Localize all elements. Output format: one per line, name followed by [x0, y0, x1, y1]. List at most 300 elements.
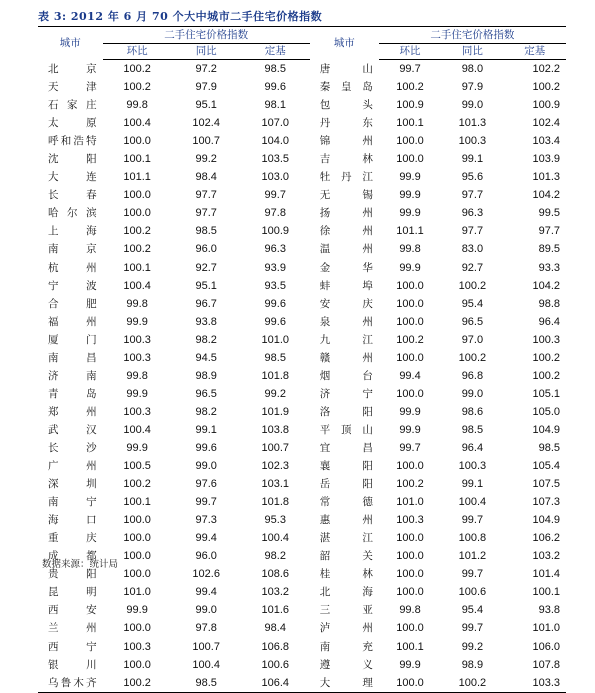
cell-city-left: 海口: [48, 514, 97, 527]
cell-yoy-right: 100.2: [441, 674, 503, 693]
cell-yoy-left: 96.5: [195, 387, 217, 400]
cell-city-left: 西安: [48, 604, 97, 617]
cell-city-left: 重庆: [48, 532, 97, 545]
cell-city-left: 昆明: [48, 586, 97, 599]
cell-city-left: 郑州: [48, 405, 97, 418]
cell-yoy-left: 99.2: [195, 153, 217, 166]
cell-base-left: 103.8: [261, 423, 290, 436]
cell-yoy-left: 97.3: [195, 514, 217, 527]
cell-mom-left: 100.2: [103, 674, 172, 693]
cell-mom-left: 100.0: [123, 658, 151, 671]
cell-yoy-left: 98.2: [195, 333, 217, 346]
cell-city-right: 洛阳: [319, 405, 373, 418]
cell-yoy-left: 99.1: [195, 423, 217, 436]
cell-city-right: 泸州: [319, 622, 373, 635]
cell-yoy-right: 99.7: [461, 514, 484, 527]
cell-yoy-right: 96.5: [461, 315, 484, 328]
cell-base-right: 103.2: [532, 550, 560, 563]
mom-header-left: 环比: [103, 44, 172, 60]
cell-yoy-left: 99.4: [195, 532, 217, 545]
cell-base-right: 100.9: [532, 99, 560, 112]
cell-base-right: 100.2: [532, 81, 560, 94]
city-header-left: 城市: [38, 27, 103, 60]
cell-mom-right: 99.9: [399, 658, 421, 671]
cell-mom-right: 101.1: [396, 225, 424, 238]
cell-mom-left: 100.0: [123, 207, 151, 220]
table-row: [38, 601, 566, 619]
cell-yoy-left: 98.5: [195, 225, 217, 238]
cell-base-right: 105.1: [532, 387, 560, 400]
yoy-header-right: 同比: [441, 44, 503, 60]
table-row: [38, 403, 566, 421]
source-note: 数据来源：统计局: [42, 559, 119, 570]
cell-yoy-right: 100.3: [458, 460, 487, 473]
cell-mom-left: 100.0: [123, 135, 151, 148]
cell-base-right: 102.4: [532, 117, 560, 130]
cell-city-right: 包头: [319, 99, 373, 112]
cell-city-left: 石家庄: [48, 99, 97, 112]
cell-base-left: 98.5: [264, 63, 286, 76]
cell-base-right: 107.5: [532, 478, 560, 491]
cell-mom-left: 99.9: [126, 315, 148, 328]
cell-mom-right: 100.1: [396, 117, 424, 130]
cell-city-right: 济宁: [319, 387, 373, 400]
cell-city-left: 长春: [48, 189, 97, 202]
cell-base-left: 96.3: [264, 243, 286, 256]
cell-city-left: 南京: [48, 243, 97, 256]
cell-mom-right: 100.0: [396, 586, 424, 599]
cell-yoy-left: 99.4: [195, 586, 217, 599]
cell-mom-right: 99.7: [399, 442, 421, 454]
cell-base-left: 104.0: [261, 135, 290, 148]
cell-base-left: 100.4: [261, 532, 290, 545]
cell-city-left: 上海: [48, 225, 97, 238]
cell-mom-left: 100.0: [123, 622, 151, 635]
yoy-header-left: 同比: [172, 44, 241, 60]
cell-yoy-left: 99.6: [195, 442, 217, 454]
table-row: [38, 60, 566, 79]
cell-base-left: 98.2: [264, 550, 286, 563]
group-header-right: 二手住宅价格指数: [379, 27, 566, 44]
cell-mom-right: 100.1: [396, 640, 424, 653]
table-row: [38, 295, 566, 313]
cell-mom-left: 100.0: [123, 532, 151, 545]
cell-base-left: 99.6: [264, 81, 286, 94]
cell-base-right: 101.3: [532, 171, 560, 184]
cell-mom-right: 99.9: [399, 405, 421, 418]
cell-mom-left: 99.8: [126, 297, 148, 310]
cell-base-right: 93.3: [538, 261, 560, 274]
cell-city-right: 赣州: [319, 351, 373, 364]
cell-mom-right: 100.2: [396, 478, 424, 491]
cell-base-left: 103.0: [261, 171, 290, 184]
cell-yoy-right: 98.6: [461, 405, 484, 418]
cell-city-right: 惠州: [319, 514, 373, 527]
cell-yoy-left: 100.7: [192, 135, 220, 148]
cell-yoy-left: 94.5: [195, 351, 217, 364]
cell-yoy-right: 97.9: [461, 81, 484, 94]
cell-city-right: 金华: [319, 261, 373, 274]
cell-base-right: 104.2: [532, 279, 560, 292]
cell-mom-left: 100.0: [123, 550, 151, 563]
cell-city-right: 无锡: [319, 189, 373, 202]
cell-mom-right: 100.0: [396, 568, 424, 581]
cell-mom-left: 99.8: [126, 369, 148, 382]
table-row: [38, 313, 566, 331]
cell-yoy-right: 95.4: [461, 604, 484, 617]
table-row: [38, 150, 566, 168]
cell-yoy-left: 102.6: [192, 568, 220, 581]
cell-base-right: 107.8: [532, 658, 560, 671]
cell-mom-right: 100.2: [396, 81, 424, 94]
cell-base-right: 101.4: [532, 568, 560, 581]
cell-base-left: 101.9: [261, 405, 290, 418]
cell-mom-left: 100.2: [123, 243, 151, 256]
cell-city-left: 乌鲁木齐: [38, 674, 103, 693]
cell-city-left: 济南: [48, 369, 97, 382]
cell-base-left: 98.1: [264, 99, 286, 112]
cell-mom-right: 99.8: [399, 243, 421, 256]
cell-mom-left: 100.4: [123, 279, 151, 292]
cell-city-right: 襄阳: [319, 460, 373, 473]
cell-yoy-right: 98.5: [461, 423, 484, 436]
cell-mom-right: 100.2: [396, 333, 424, 346]
cell-mom-left: 100.5: [123, 460, 151, 473]
cell-mom-right: 99.9: [399, 423, 421, 436]
cell-city-left: 青岛: [48, 387, 97, 400]
cell-mom-left: 100.1: [123, 153, 151, 166]
cell-city-left: 贵阳: [48, 568, 97, 581]
cell-mom-right: 100.0: [379, 674, 441, 693]
cell-yoy-right: 96.3: [461, 207, 484, 220]
cell-mom-right: 100.0: [396, 315, 424, 328]
cell-yoy-left: 92.7: [195, 261, 217, 274]
cell-mom-left: 100.4: [123, 423, 151, 436]
cell-city-right: 扬州: [319, 207, 373, 220]
cell-city-left: 深圳: [48, 478, 97, 491]
cell-base-right: 100.3: [532, 333, 560, 346]
cell-mom-right: 100.0: [396, 387, 424, 400]
table-row: [38, 619, 566, 637]
cell-base-left: 102.3: [261, 460, 290, 473]
cell-mom-right: 100.0: [396, 153, 424, 166]
cell-yoy-right: 99.1: [461, 153, 484, 166]
cell-city-left: 天津: [48, 81, 97, 94]
cell-base-right: 89.5: [538, 243, 560, 256]
cell-city-right: 丹东: [319, 117, 373, 130]
cell-base-right: 104.2: [532, 189, 560, 202]
table-row: [38, 674, 566, 693]
cell-mom-left: 100.0: [123, 514, 151, 527]
cell-yoy-left: 96.0: [195, 243, 217, 256]
table-row: [38, 132, 566, 150]
cell-mom-left: 99.9: [126, 442, 148, 454]
cell-mom-left: 100.1: [123, 261, 151, 274]
cell-city-left: 合肥: [48, 297, 97, 310]
cell-city-left: 哈尔滨: [48, 207, 97, 220]
table-row: [38, 475, 566, 493]
cell-yoy-left: 99.7: [195, 496, 217, 509]
table-row: [38, 529, 566, 547]
cell-yoy-right: 100.2: [458, 279, 487, 292]
cell-base-right: 99.5: [538, 207, 560, 220]
city-header-right: 城市: [310, 27, 379, 60]
cell-base-right: 98.8: [538, 297, 560, 310]
cell-base-left: 101.8: [261, 496, 290, 509]
cell-yoy-left: 97.7: [195, 189, 217, 202]
cell-yoy-right: 99.1: [461, 478, 484, 491]
cell-city-right: 牡丹江: [319, 171, 373, 184]
cell-city-right: 湛江: [319, 532, 373, 545]
cell-yoy-left: 97.6: [195, 478, 217, 491]
cell-base-left: 101.8: [261, 369, 290, 382]
cell-base-left: 99.6: [264, 315, 286, 328]
cell-mom-left: 100.1: [123, 496, 151, 509]
cell-mom-left: 100.4: [123, 117, 151, 130]
cell-yoy-left: 96.7: [195, 297, 217, 310]
cell-city-right: 宜昌: [319, 442, 373, 454]
cell-base-left: 107.0: [261, 117, 290, 130]
cell-mom-left: 100.0: [123, 568, 151, 581]
cell-base-left: 100.6: [261, 658, 290, 671]
cell-city-left: 南宁: [48, 496, 97, 509]
cell-yoy-right: 97.7: [461, 189, 484, 202]
cell-city-left: 兰州: [48, 622, 97, 635]
cell-mom-right: 100.9: [396, 99, 424, 112]
table-row: [38, 96, 566, 114]
cell-base-left: 100.9: [261, 225, 290, 238]
cell-yoy-right: 92.7: [461, 261, 484, 274]
cell-base-left: 101.0: [261, 333, 290, 346]
cell-mom-right: 99.9: [399, 171, 421, 184]
cell-city-right: 常德: [319, 496, 373, 509]
cell-base-right: 101.0: [532, 622, 560, 635]
cell-yoy-left: 93.8: [195, 315, 217, 328]
cell-city-right: 泉州: [319, 315, 373, 328]
cell-base-left: 95.3: [264, 514, 286, 527]
cell-city-right: 蚌埠: [319, 279, 373, 292]
table-row: [38, 638, 566, 656]
cell-base-right: 97.7: [538, 225, 560, 238]
cell-yoy-left: 100.4: [192, 658, 220, 671]
cell-mom-right: 100.3: [396, 514, 424, 527]
cell-mom-right: 99.8: [399, 604, 421, 617]
cell-city-right: 平顶山: [319, 423, 373, 436]
table-row: [38, 186, 566, 204]
cell-city-right: 秦皇岛: [319, 81, 373, 94]
table-row: [38, 240, 566, 258]
cell-city-right: 遵义: [319, 658, 373, 671]
cell-mom-right: 99.7: [399, 63, 421, 76]
cell-mom-right: 99.9: [399, 261, 421, 274]
table-row: [38, 457, 566, 475]
cell-city-left: 呼和浩特: [48, 135, 97, 148]
cell-mom-left: 100.3: [123, 351, 151, 364]
cell-mom-left: 100.2: [123, 63, 151, 76]
cell-yoy-right: 100.4: [458, 496, 487, 509]
base-header-right: 定基: [504, 44, 566, 60]
cell-base-left: 99.7: [264, 189, 286, 202]
cell-yoy-right: 100.8: [458, 532, 487, 545]
cell-yoy-left: 97.8: [195, 622, 217, 635]
cell-base-left: 103.1: [261, 478, 290, 491]
cell-base-right: 107.3: [532, 496, 560, 509]
group-header-left: 二手住宅价格指数: [103, 27, 310, 44]
cell-yoy-left: 98.2: [195, 405, 217, 418]
cell-yoy-right: 99.2: [461, 640, 484, 653]
cell-mom-left: 100.2: [123, 81, 151, 94]
table-row: [38, 78, 566, 96]
cell-city-left: 西宁: [48, 640, 97, 653]
cell-city-right: 桂林: [319, 568, 373, 581]
cell-base-right: 100.2: [532, 369, 560, 382]
cell-city-right: 三亚: [319, 604, 373, 617]
cell-yoy-right: 99.0: [461, 387, 484, 400]
cell-mom-right: 100.0: [396, 351, 424, 364]
cell-yoy-left: 95.1: [195, 279, 217, 292]
cell-yoy-right: 100.2: [458, 351, 487, 364]
cell-city-left: 北京: [48, 62, 97, 75]
table-row: [38, 385, 566, 403]
cell-mom-left: 100.2: [123, 225, 151, 238]
cell-city-left: 太原: [48, 117, 97, 130]
cell-base-right: 103.4: [532, 135, 560, 148]
cell-base-right: 96.4: [538, 315, 560, 328]
table-row: [38, 439, 566, 457]
cell-city-right: 徐州: [319, 225, 373, 238]
cell-base-right: 103.9: [532, 153, 560, 166]
cell-base-right: 106.0: [532, 640, 560, 653]
cell-yoy-left: 97.2: [195, 63, 217, 76]
cell-city-right: 南充: [319, 640, 373, 653]
cell-mom-right: 100.0: [396, 135, 424, 148]
mom-header-right: 环比: [379, 44, 441, 60]
cell-city-left: 沈阳: [48, 153, 97, 166]
cell-city-right: 吉林: [319, 153, 373, 166]
cell-city-right: 锦州: [319, 135, 373, 148]
cell-mom-right: 100.0: [396, 279, 424, 292]
cell-base-right: 98.5: [538, 442, 560, 454]
cell-mom-left: 99.9: [126, 387, 148, 400]
cell-base-right: 93.8: [538, 604, 560, 617]
cell-base-right: 105.4: [532, 460, 560, 473]
cell-base-left: 99.2: [264, 387, 286, 400]
cell-mom-left: 99.8: [126, 99, 148, 112]
table-row: [38, 511, 566, 529]
cell-city-left: 广州: [48, 460, 97, 473]
cell-yoy-right: 95.6: [461, 171, 484, 184]
cell-yoy-left: 96.0: [195, 550, 217, 563]
cell-base-left: 99.6: [264, 297, 286, 310]
cell-yoy-right: 97.0: [461, 333, 484, 346]
cell-yoy-left: 98.9: [195, 369, 217, 382]
cell-base-left: 98.5: [264, 351, 286, 364]
cell-base-left: 100.7: [261, 442, 290, 454]
cell-base-right: 100.1: [532, 586, 560, 599]
cell-base-left: 98.4: [264, 622, 286, 635]
cell-yoy-right: 100.3: [458, 135, 487, 148]
cell-city-right: 唐山: [319, 62, 373, 75]
cell-mom-right: 99.9: [399, 207, 421, 220]
cell-base-left: 103.2: [261, 586, 290, 599]
cell-city-left: 长沙: [48, 442, 97, 454]
cell-mom-right: 101.0: [396, 496, 424, 509]
cell-yoy-right: 98.0: [461, 63, 484, 76]
cell-yoy-left: 98.4: [195, 171, 217, 184]
cell-yoy-right: 99.7: [461, 568, 484, 581]
cell-base-left: 101.6: [261, 604, 290, 617]
cell-base-left: 106.4: [241, 674, 310, 693]
cell-city-right: 温州: [319, 243, 373, 256]
cell-city-right: 岳阳: [319, 478, 373, 491]
table-row: [38, 367, 566, 385]
cell-mom-left: 100.3: [123, 405, 151, 418]
cell-mom-left: 100.2: [123, 478, 151, 491]
cell-mom-left: 100.3: [123, 640, 151, 653]
cell-city-left: 杭州: [48, 261, 97, 274]
cell-city-left: 福州: [48, 315, 97, 328]
cell-mom-right: 100.0: [396, 622, 424, 635]
cell-base-left: 97.8: [264, 207, 286, 220]
cell-yoy-left: 97.9: [195, 81, 217, 94]
cell-city-left: 宁波: [48, 279, 97, 292]
cell-city-right: 九江: [319, 333, 373, 346]
cell-mom-right: 100.0: [396, 532, 424, 545]
cell-base-right: 103.3: [504, 674, 566, 693]
table-row: [38, 168, 566, 186]
cell-yoy-right: 101.2: [458, 550, 487, 563]
cell-base-left: 93.9: [264, 261, 286, 274]
cell-mom-right: 99.9: [399, 189, 421, 202]
base-header-left: 定基: [241, 44, 310, 60]
cell-base-left: 93.5: [264, 279, 286, 292]
cell-city-left: 大连: [48, 171, 97, 184]
price-index-table: [38, 26, 566, 693]
cell-mom-right: 99.4: [399, 369, 421, 382]
cell-base-left: 108.6: [261, 568, 290, 581]
table-row: [38, 259, 566, 277]
cell-city-right: 安庆: [319, 297, 373, 310]
cell-mom-right: 100.0: [396, 550, 424, 563]
cell-yoy-right: 96.8: [461, 369, 484, 382]
table-row: [38, 349, 566, 367]
cell-yoy-right: 96.4: [461, 442, 484, 454]
cell-city-right: 韶关: [319, 550, 373, 563]
table-row: [38, 583, 566, 601]
table-body: [38, 60, 566, 693]
cell-base-right: 104.9: [532, 514, 560, 527]
cell-yoy-right: 98.9: [461, 658, 484, 671]
table-title: 表 3: 2012 年 6 月 70 个大中城市二手住宅价格指数: [38, 10, 323, 23]
cell-mom-right: 100.0: [396, 297, 424, 310]
cell-yoy-right: 83.0: [461, 243, 484, 256]
cell-base-left: 106.8: [261, 640, 290, 653]
cell-yoy-left: 98.5: [172, 674, 241, 693]
cell-mom-left: 99.9: [126, 604, 148, 617]
cell-yoy-left: 100.7: [192, 640, 220, 653]
table-row: [38, 493, 566, 511]
cell-base-right: 100.2: [532, 351, 560, 364]
cell-yoy-right: 100.6: [458, 586, 487, 599]
cell-base-left: 103.5: [261, 153, 290, 166]
cell-mom-left: 101.1: [123, 171, 151, 184]
cell-base-right: 105.0: [532, 405, 560, 418]
cell-yoy-right: 95.4: [461, 297, 484, 310]
cell-city-right: 烟台: [319, 369, 373, 382]
cell-city-left: 厦门: [48, 333, 97, 346]
cell-yoy-right: 97.7: [461, 225, 484, 238]
cell-city-left: 成都: [48, 550, 97, 563]
